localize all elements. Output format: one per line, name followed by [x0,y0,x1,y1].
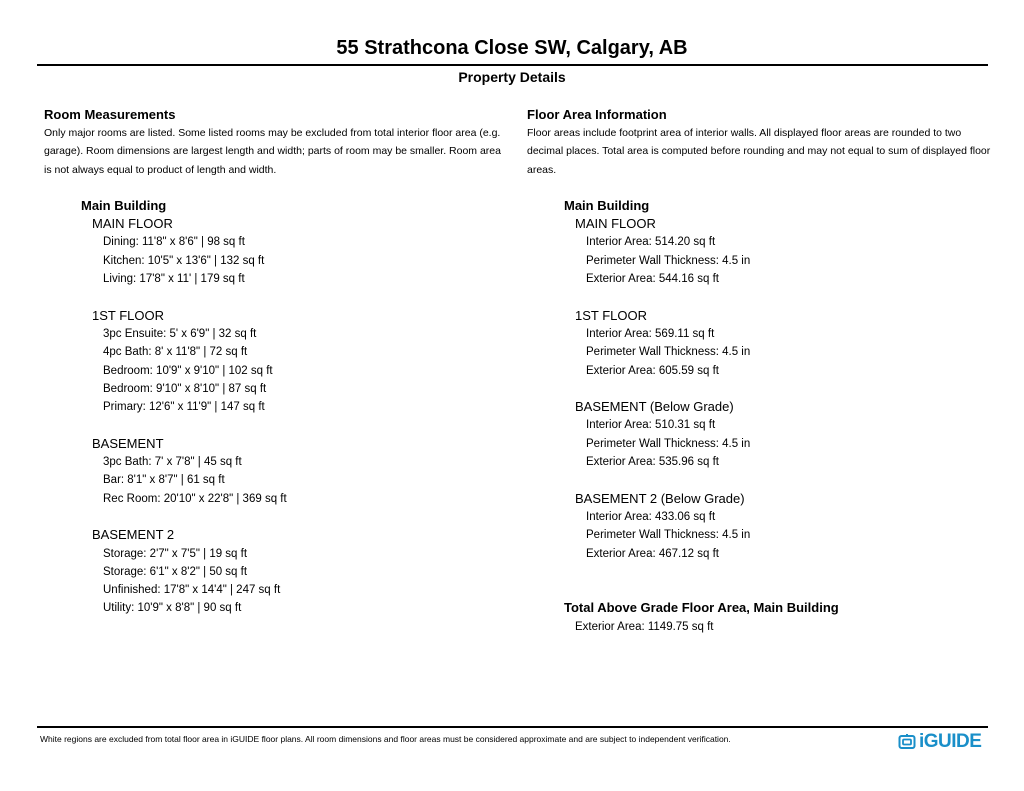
area-entry: Exterior Area: 544.16 sq ft [586,273,719,286]
room-floor-name: BASEMENT [92,435,164,451]
room-entry: Kitchen: 10'5" x 13'6" | 132 sq ft [103,254,265,267]
floor-area-section [527,106,992,636]
iguide-logo [898,731,981,753]
area-floor-name: BASEMENT (Below Grade) [575,399,734,415]
room-entry: Dining: 11'8" x 8'6" | 98 sq ft [103,236,245,249]
room-floor-basement-2 [92,526,506,617]
room-entry: Bar: 8'1" x 8'7" | 61 sq ft [103,474,225,487]
footer-divider [37,726,988,728]
room-entry: Storage: 2'7" x 7'5" | 19 sq ft [103,547,248,560]
area-floor-1st [575,307,992,380]
total-area-value: Exterior Area: 1149.75 sq ft [575,620,714,633]
room-entry: Storage: 6'1" x 8'2" | 50 sq ft [103,565,248,578]
footer-disclaimer: White regions are excluded from total floor area in iGUIDE floor plans. All room dimensions and floor areas must be considered approximate and are subject to independent verification. [40,734,731,744]
area-entry: Exterior Area: 535.96 sq ft [586,456,719,469]
area-floor-name: BASEMENT 2 (Below Grade) [575,490,745,506]
floor-area-note: Floor areas include footprint area of interior walls. All displayed floor areas are rounded to two decimal places. Total area is computed before rounding and may not equal to sum of displayed floor areas. [527,127,991,176]
area-entry: Interior Area: 514.20 sq ft [586,236,716,249]
area-entry: Exterior Area: 467.12 sq ft [586,547,719,560]
area-building-heading: Main Building [564,197,650,213]
area-entry: Interior Area: 433.06 sq ft [586,510,716,523]
room-building-heading: Main Building [81,197,167,213]
room-entry: Unfinished: 17'8" x 14'4" | 247 sq ft [103,584,281,597]
area-floor-basement-2 [575,490,992,563]
room-floor-name: 1ST FLOOR [92,307,165,323]
room-floor-main [92,215,506,288]
area-entry: Perimeter Wall Thickness: 4.5 in [586,254,751,267]
area-floor-name: MAIN FLOOR [575,216,656,232]
total-area-heading: Total Above Grade Floor Area, Main Building [564,600,839,616]
area-entry: Perimeter Wall Thickness: 4.5 in [586,529,751,542]
area-entry: Exterior Area: 605.59 sq ft [586,364,719,377]
area-entry: Interior Area: 569.11 sq ft [586,327,715,340]
room-floor-basement [92,435,506,508]
room-entry: Bedroom: 10'9" x 9'10" | 102 sq ft [103,364,273,377]
room-entry: 3pc Ensuite: 5' x 6'9" | 32 sq ft [103,327,257,340]
room-entry: 4pc Bath: 8' x 11'8" | 72 sq ft [103,346,248,359]
room-floor-1st [92,307,506,417]
room-entry: Bedroom: 9'10" x 8'10" | 87 sq ft [103,382,267,395]
room-floor-name: MAIN FLOOR [92,216,173,232]
area-floor-main [575,215,992,288]
iguide-logo-icon [898,733,916,751]
room-entry: 3pc Bath: 7' x 7'8" | 45 sq ft [103,456,242,469]
header-divider [37,64,988,66]
room-floor-name: BASEMENT 2 [92,527,175,543]
area-floor-name: 1ST FLOOR [575,307,648,323]
room-entry: Primary: 12'6" x 11'9" | 147 sq ft [103,401,265,414]
area-floor-basement [575,398,992,471]
area-entry: Interior Area: 510.31 sq ft [586,419,716,432]
room-measurements-section [44,106,506,618]
room-measurements-note: Only major rooms are listed. Some listed rooms may be excluded from total interior floor area (e.g. garage). Room dimensions are largest length and width; parts of room may be smaller. Room area is not always equal to product of length and width. [44,127,501,176]
room-entry: Rec Room: 20'10" x 22'8" | 369 sq ft [103,492,287,505]
page-subtitle: Property Details [458,69,566,85]
room-entry: Living: 17'8" x 11' | 179 sq ft [103,273,245,286]
property-address-title: 55 Strathcona Close SW, Calgary, AB [336,37,688,59]
area-entry: Perimeter Wall Thickness: 4.5 in [586,437,751,450]
iguide-logo-text: iGUIDE [919,731,982,752]
room-entry: Utility: 10'9" x 8'8" | 90 sq ft [103,602,242,615]
floor-area-heading: Floor Area Information [527,107,667,122]
room-measurements-heading: Room Measurements [44,107,176,122]
area-entry: Perimeter Wall Thickness: 4.5 in [586,346,751,359]
